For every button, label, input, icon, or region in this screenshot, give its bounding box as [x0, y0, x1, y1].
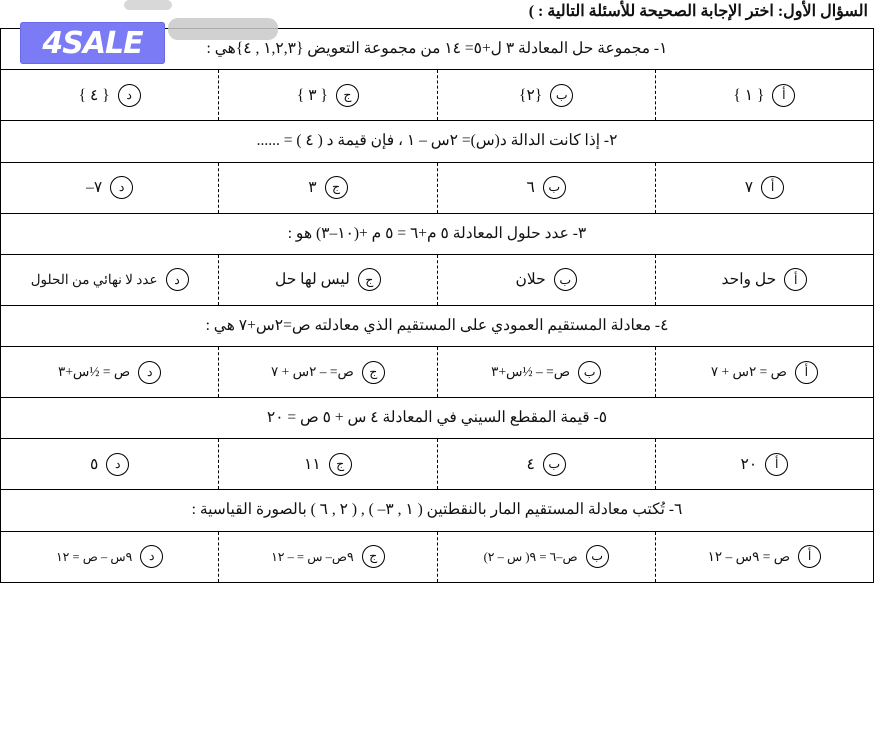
choice-label: ص = ٢س + ٧: [710, 364, 787, 379]
choice-label: ٣: [308, 179, 317, 196]
choice-option[interactable]: [1, 347, 218, 397]
choice-row: [1, 254, 873, 305]
question-stem: ٤- معادلة المستقيم العمودي على المستقيم الذي معادلته ص=٢س+٧ هي :: [205, 316, 669, 334]
choice-marker: ب: [578, 361, 601, 384]
choice-marker: أ: [784, 268, 807, 291]
choice-marker: ج: [362, 361, 385, 384]
choice-label: عدد لا نهائي من الحلول: [30, 271, 158, 287]
choice-marker: أ: [798, 545, 821, 568]
choice-marker: ب: [543, 176, 566, 199]
choice-marker: ب: [586, 545, 609, 568]
question-block: [0, 305, 874, 397]
choice-option[interactable]: [218, 439, 436, 489]
choice-marker: ج: [329, 453, 352, 476]
choice-row: [1, 531, 873, 582]
choice-label: { ٤ }: [78, 86, 110, 104]
choice-label: ص = ½س+٣: [58, 364, 131, 379]
choice-marker: ب: [543, 453, 566, 476]
choice-marker: د: [118, 84, 141, 107]
choice-option[interactable]: [655, 347, 873, 397]
choice-row: [1, 438, 873, 489]
choice-label: ص–٦ = ٩( س – ٢): [483, 549, 578, 564]
choice-label: ليس لها حل: [274, 271, 350, 289]
choice-row: [1, 162, 873, 213]
choice-label: ٩ص– س = – ١٢: [271, 549, 354, 564]
choice-label: ٩س – ص = ١٢: [55, 549, 133, 564]
question-block: [0, 213, 874, 305]
choice-label: { ١ }: [733, 86, 765, 104]
choice-marker: ج: [325, 176, 348, 199]
question-stem: ٦- تُكتب معادلة المستقيم المار بالنقطتين ( ١ , ٣– ) , ( ٢ , ٦ ) بالصورة القياسية :: [191, 501, 683, 519]
choice-option[interactable]: [218, 532, 436, 582]
question-block: [0, 489, 874, 582]
choice-option[interactable]: [437, 532, 655, 582]
scan-artifact-top: [124, 0, 172, 10]
choice-option[interactable]: [1, 532, 218, 582]
choice-label: ٦: [526, 179, 535, 196]
choice-option[interactable]: [437, 163, 655, 213]
choice-label: حلان: [515, 271, 546, 289]
choice-marker: أ: [772, 84, 795, 107]
choice-label: ٥: [89, 455, 99, 473]
choice-label: ١١: [304, 455, 321, 473]
choice-option[interactable]: [655, 255, 873, 305]
choice-option[interactable]: [218, 163, 436, 213]
question-stem: ٢- إذا كانت الدالة د(س)= ٢س – ١ ، فإن قيمة د ( ٤ ) = ......: [256, 132, 618, 150]
choice-option[interactable]: [655, 163, 873, 213]
choice-label: ٢٠: [740, 455, 758, 473]
choice-option[interactable]: [1, 439, 218, 489]
choice-marker: ج: [362, 545, 385, 568]
choice-option[interactable]: [655, 70, 873, 120]
choice-option[interactable]: [1, 255, 218, 305]
question-stem: ٣- عدد حلول المعادلة ٥ م+٦ = ٥ م +(١٠–٣) هو :: [287, 224, 587, 242]
question-block: [0, 397, 874, 489]
choice-label: ٤: [526, 455, 535, 473]
choice-label: ص= – ½س+٣: [491, 364, 571, 379]
choice-option[interactable]: [1, 70, 218, 120]
scan-artifact: [168, 18, 278, 40]
choice-row: [1, 69, 873, 120]
choice-option[interactable]: [437, 255, 655, 305]
choice-marker: ج: [358, 268, 381, 291]
choice-option[interactable]: [218, 255, 436, 305]
page-title: السؤال الأول: اختر الإجابة الصحيحة للأسئلة التالية : ): [528, 3, 868, 20]
choice-marker: د: [110, 176, 133, 199]
question-stem: ١- مجموعة حل المعادلة ٣ ل+٥= ١٤ من مجموعة التعويض {١,٢,٣ , ٤}هي :: [206, 40, 668, 57]
choice-label: ٧: [744, 179, 754, 196]
choice-marker: ب: [550, 84, 573, 107]
choice-option[interactable]: [218, 347, 436, 397]
choice-label: {٢}: [519, 86, 543, 104]
watermark-label: 4SALE: [42, 25, 143, 61]
choice-label: ص = ٩س – ١٢: [707, 548, 791, 564]
choice-marker: د: [138, 361, 161, 384]
choice-label: { ٣ }: [296, 86, 328, 104]
choice-marker: د: [140, 545, 163, 568]
choice-option[interactable]: [437, 70, 655, 120]
choice-marker: ج: [336, 84, 359, 107]
choice-marker: أ: [795, 361, 818, 384]
watermark-logo: [20, 22, 165, 64]
choice-option[interactable]: [218, 70, 436, 120]
choice-marker: د: [106, 453, 129, 476]
choice-label: ٧–: [86, 179, 103, 196]
choice-option[interactable]: [655, 439, 873, 489]
choice-marker: أ: [761, 176, 784, 199]
choice-marker: أ: [765, 453, 788, 476]
choice-option[interactable]: [1, 163, 218, 213]
choice-label: ص= – ٢س + ٧: [270, 364, 354, 379]
question-block: [0, 120, 874, 212]
choice-option[interactable]: [437, 347, 655, 397]
choice-option[interactable]: [655, 532, 873, 582]
choice-label: حل واحد: [721, 271, 777, 289]
choice-marker: د: [166, 268, 189, 291]
choice-marker: ب: [554, 268, 577, 291]
choice-option[interactable]: [437, 439, 655, 489]
choice-row: [1, 346, 873, 397]
question-stem: ٥- قيمة المقطع السيني في المعادلة ٤ س + ٥ ص = ٢٠: [266, 409, 608, 426]
